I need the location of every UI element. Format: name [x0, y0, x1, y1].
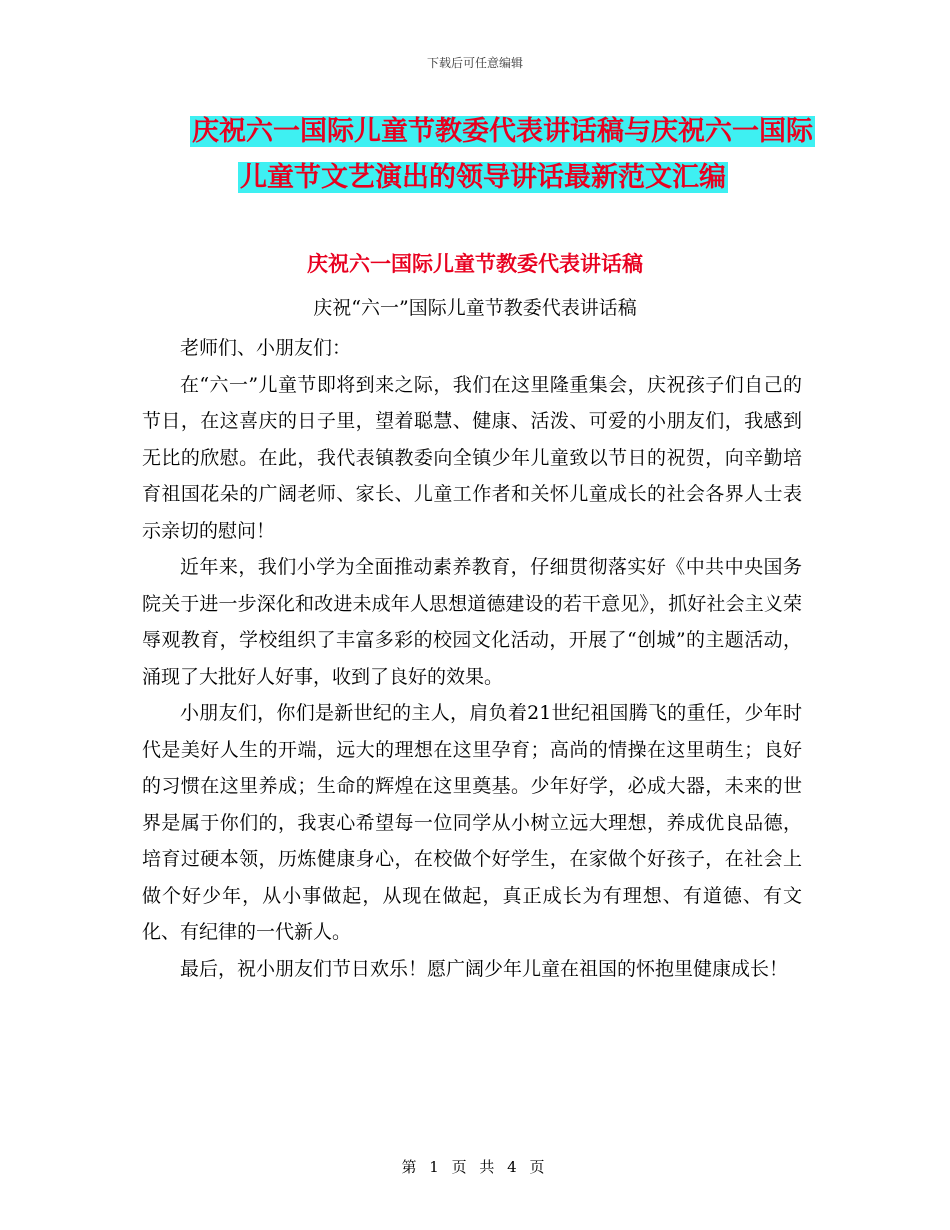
title-line-2-text: 儿童节文艺演出的领导讲话最新范文汇编: [240, 162, 726, 193]
salutation: 老师们、小朋友们：: [180, 337, 352, 359]
title-line-2: [238, 160, 728, 196]
document-body: [142, 330, 802, 987]
paragraph: 小朋友们，你们是新世纪的主人，肩负着21世纪祖国腾飞的重任，少年时代是美好人生的开端，远大的理想在这里孕育；高尚的情操在这里萌生；良好的习惯在这里养成；生命的辉煌在这里奠基。少年好学，必成大器，未来的世界是属于你们的，我衷心希望每一位同学从小树立远大理想，养成优良品德，培育过硬本领，历炼健康身心，在校做个好学生，在家做个好孩子，在社会上做个好少年，从小事做起，从现在做起，真正成长为有理想、有道德、有文化、有纪律的一代新人。: [142, 702, 802, 943]
header-note: 下载后可任意编辑: [426, 56, 523, 70]
paragraph: 在“六一”儿童节即将到来之际，我们在这里隆重集会，庆祝孩子们自己的节日，在这喜庆的日子里，望着聪慧、健康、活泼、可爱的小朋友们，我感到无比的欣慰。在此，我代表镇教委向全镇少年儿童致以节日的祝贺，向辛勤培育祖国花朵的广阔老师、家长、儿童工作者和关怀儿童成长的社会各界人士表示亲切的慰问！: [142, 373, 802, 542]
paragraph: 近年来，我们小学为全面推动素养教育，仔细贯彻落实好《中共中央国务院关于进一步深化和改进未成年人思想道德建设的若干意见》，抓好社会主义荣辱观教育，学校组织了丰富多彩的校园文化活动，开展了“创城”的主题活动，涌现了大批好人好事，收到了良好的效果。: [142, 556, 802, 688]
speech-title: 庆祝“六一”国际儿童节教委代表讲话稿: [313, 297, 637, 319]
title-line-1-text: 庆祝六一国际儿童节教委代表讲话稿与庆祝六一国际: [192, 116, 813, 147]
title-line-1: [190, 114, 815, 150]
paragraph: 最后，祝小朋友们节日欢乐！愿广阔少年儿童在祖国的怀抱里健康成长！: [180, 957, 789, 980]
section-heading: 庆祝六一国际儿童节教委代表讲话稿: [307, 252, 643, 276]
page-footer: 第 1 页 共 4 页: [401, 1158, 549, 1176]
